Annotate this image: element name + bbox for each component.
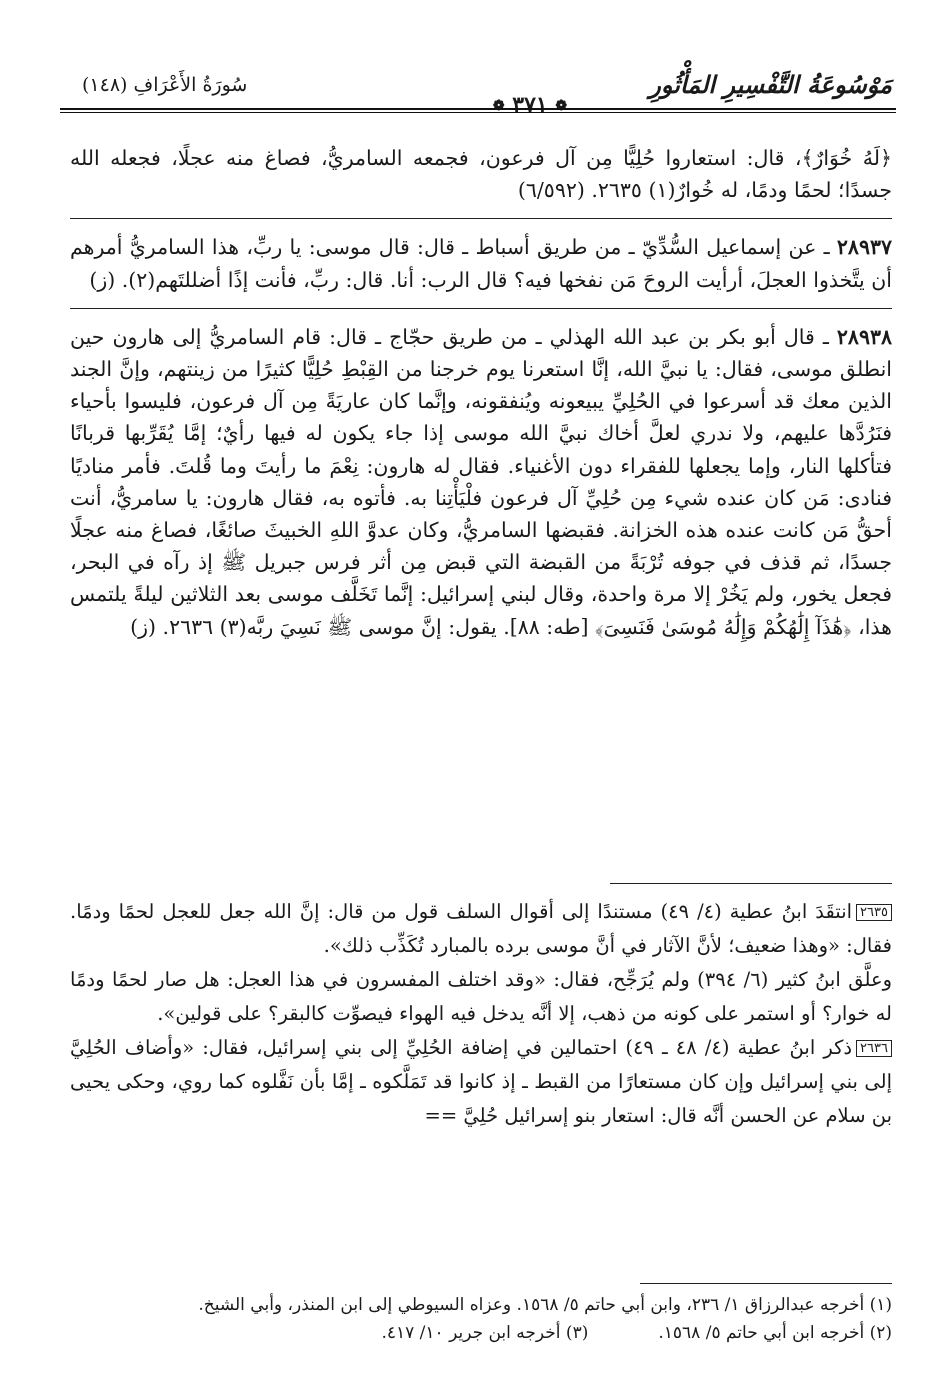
header-rule-thin bbox=[60, 112, 896, 113]
note-ref-box: ٢٦٣٥ bbox=[856, 904, 892, 921]
notes-rule bbox=[610, 883, 892, 884]
note-2635 bbox=[70, 895, 892, 963]
footnote-3: (٣) أخرجه ابن جرير ١٠/ ٤١٧. bbox=[381, 1323, 589, 1343]
narration-text: ـ قال أبو بكر بن عبد الله الهذلي ـ من طريق حجّاج ـ قال: قام السامريُّ إلى هارون حين انطلق موسى، فقال: يا نبيَّ الله، إنَّا استعرنا يوم خرجنا من القِبْطِ حُلِيًّا كثيرًا من زينتهم، وإنَّ الجند الذين معك قد أسرعوا في الحُلِيِّ يبيعونه ويُنفقونه، وإنَّما كان عاريَةً مِن آل فرعون، فليسوا بأحياء فنَرُدَّها عليهم، ولا ندري لعلَّ أخاك نبيَّ الله موسى إذا جاء يكون له فيها رأيٌ؛ إمَّا يُقَرِّبها قربانًا فتأكلها النار، وإما يجعلها للفقراء دون الأغنياء. فقال له هارون: نِعْمَ ما رأيتَ وما قُلتَ. فأمر مناديًا فنادى: مَن كان عنده شيء مِن حُلِيِّ آل فرعون فلْيَأْتِنا به. فأتوه به، فقال هارون: يا سامريُّ، أنت أحقُّ مَن كانت عنده هذه الخزانة. فقبضها السامريُّ، وكان عدوَّ اللهِ الخبيثَ صائغًا، فصاغ منه عجلًا جسدًا، ثم قذف في جوفه تُرْبَةً من القبضة التي قبض مِن أثر فرس جبريل ﷺ إذ رآه في البحر، فجعل يخور، ولم يَخُرْ إلا مرة واحدة، وقال لبني إسرائيل: إنَّما تَخَلَّف موسى بعد الثلاثين ليلةً يلتمس هذا، ﴿هَٰذَآ إِلَٰهُكُمْ وَإِلَٰهُ مُوسَىٰ فَنَسِىَ﴾ [طه: ٨٨]. يقول: إنَّ موسى ﷺ نَسِيَ ربَّه(٣) ٢٦٣٦. (ز) bbox=[70, 324, 892, 639]
main-text bbox=[70, 142, 892, 655]
narration-number: ٢٨٩٣٧ bbox=[836, 235, 892, 260]
note-text: انتقَدَ ابنُ عطية (٤/ ٤٩) مستندًا إلى أقوال السلف قول من قال: إنَّ الله جعل للعجل لحمًا ودمًا. فقال: «وهذا ضعيف؛ لأنَّ الآثار في أنَّ موسى برده بالمبارد تُكَذِّب ذلك». bbox=[70, 900, 892, 957]
footnotes bbox=[70, 1291, 892, 1347]
note-ref-box: ٢٦٣٦ bbox=[856, 1040, 892, 1057]
footnote-row bbox=[70, 1319, 892, 1347]
book-title: مَوْسُوعَةُ التَّفْسِيرِ المَأْثُورِ bbox=[649, 70, 892, 99]
narration-text: ـ عن إسماعيل السُّدِّيّ ـ من طريق أسباط ـ قال: قال موسى: يا ربِّ، هذا السامريُّ أمرهم أن يتَّخذوا العجلَ، أرأيت الروحَ مَن نفخها فيه؟ قال الرب: أنا. قال: ربِّ، فأنت إذًا أضللتَهم(٢). (ز) bbox=[70, 235, 892, 292]
paragraph-28937 bbox=[70, 231, 892, 295]
divider bbox=[70, 308, 892, 309]
paragraph-1: ﴿لَهُ خُوَارٌ﴾، قال: استعاروا حُلِيًّا مِن آل فرعون، فجمعه السامريُّ، فصاغ منه عجلًا، فجعله الله جسدًا؛ لحمًا ودمًا، له خُوارٌ(١) ٢٦٣٥. (٦/٥٩٢) bbox=[70, 146, 892, 203]
note-2635-cont: وعلَّق ابنُ كثير (٦/ ٣٩٤) ولم يُرَجِّح، فقال: «وقد اختلف المفسرون في هذا العجل: هل صار لحمًا ودمًا له خوار؟ أو استمر على كونه من ذهب، إلا أنَّه يدخل فيه الهواء فيصوِّت كالبقر؟ على قولين». bbox=[70, 968, 892, 1025]
footnote-2: (٢) أخرجه ابن أبي حاتم ٥/ ١٥٦٨. bbox=[658, 1323, 892, 1343]
narration-number: ٢٨٩٣٨ bbox=[836, 324, 892, 349]
footnote-1: (١) أخرجه عبدالرزاق ١/ ٢٣٦، وابن أبي حاتم ٥/ ١٥٦٨. وعزاه السيوطي إلى ابن المنذر، وأبي الشيخ. bbox=[198, 1295, 892, 1315]
page-number: ٣٧١ bbox=[512, 92, 548, 118]
ornament-icon: ❁ bbox=[492, 98, 505, 114]
surah-label: سُورَةُ الأَعْرَافِ (١٤٨) bbox=[82, 74, 248, 96]
page-number-block bbox=[460, 92, 600, 118]
commentary-notes bbox=[70, 895, 892, 1133]
ornament-icon: ❁ bbox=[555, 98, 568, 114]
paragraph-28938 bbox=[70, 321, 892, 643]
footnotes-rule bbox=[640, 1283, 892, 1284]
header-rule bbox=[60, 108, 896, 110]
note-text: ذكر ابنُ عطية (٤/ ٤٨ ـ ٤٩) احتمالين في إضافة الحُلِيِّ إلى بني إسرائيل، فقال: «وأضاف الحُلِيَّ إلى بني إسرائيل وإن كان مستعارًا من القبط ـ إذ كانوا قد تَمَلَّكوه ـ إمَّا بأن نَفَّلوه كما روي، وحكى يحيى بن سلام عن الحسن أنَّه قال: استعار بنو إسرائيل حُلِيَّ == bbox=[70, 1036, 892, 1127]
divider bbox=[70, 218, 892, 219]
page-header bbox=[60, 70, 896, 118]
note-2636 bbox=[70, 1031, 892, 1133]
